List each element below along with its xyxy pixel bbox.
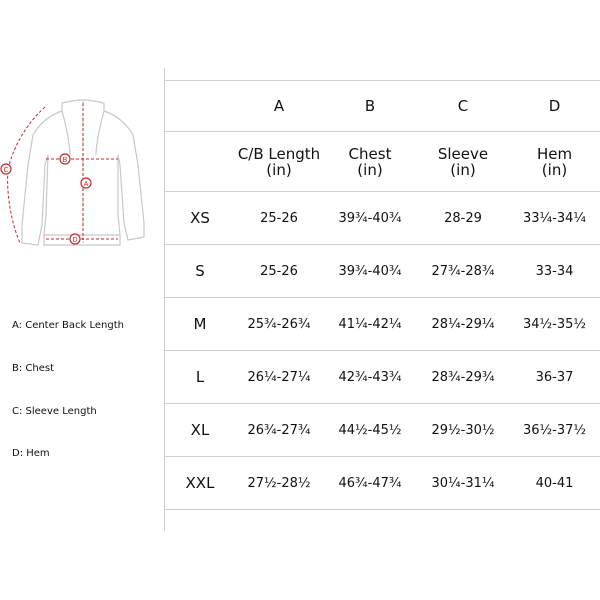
cell-cb-length: 25-26 — [235, 245, 323, 298]
size-chart-table — [165, 80, 600, 510]
header-letters-row — [165, 81, 600, 132]
marker-b-label: B — [62, 157, 68, 164]
size-label: M — [165, 298, 235, 351]
left-sleeve — [22, 111, 62, 245]
cell-sleeve: 27¾-28¾ — [417, 245, 509, 298]
hem-band — [44, 235, 120, 245]
size-label: L — [165, 351, 235, 404]
legend-item-d: D: Hem — [12, 448, 50, 459]
cell-cb-length: 26¼-27¼ — [235, 351, 323, 404]
marker-d-label: D — [72, 237, 78, 244]
line-c — [8, 107, 45, 243]
cell-chest: 42¾-43¾ — [323, 351, 417, 404]
marker-c-label: C — [3, 167, 9, 174]
table-row-xl — [165, 404, 600, 457]
header-hem-unit: (in) — [541, 160, 568, 179]
cell-hem: 36-37 — [509, 351, 600, 404]
cell-hem: 33¼-34¼ — [509, 192, 600, 245]
cell-sleeve: 28¼-29¼ — [417, 298, 509, 351]
cell-sleeve: 28¾-29¾ — [417, 351, 509, 404]
header-chest — [323, 132, 417, 192]
cell-hem: 40-41 — [509, 457, 600, 510]
left-panel — [0, 0, 165, 600]
cell-cb-length: 27½-28½ — [235, 457, 323, 510]
cell-hem: 34½-35½ — [509, 298, 600, 351]
cell-cb-length: 25¾-26¾ — [235, 298, 323, 351]
marker-c — [1, 164, 11, 174]
table-row-xs — [165, 192, 600, 245]
header-letter-c: C — [417, 81, 509, 132]
body — [44, 155, 120, 235]
cell-chest: 39¾-40¾ — [323, 192, 417, 245]
header-name-corner — [165, 132, 235, 192]
size-label: XS — [165, 192, 235, 245]
header-letter-d: D — [509, 81, 600, 132]
marker-a-label: A — [83, 181, 89, 188]
cell-hem: 36½-37½ — [509, 404, 600, 457]
cell-sleeve: 30¼-31¼ — [417, 457, 509, 510]
header-corner — [165, 81, 235, 132]
marker-a — [81, 178, 91, 188]
cell-hem: 33-34 — [509, 245, 600, 298]
header-hem — [509, 132, 600, 192]
jacket-outline-svg — [0, 95, 165, 255]
header-cb-length-name: C/B Length — [237, 144, 321, 163]
header-chest-name: Chest — [348, 144, 392, 163]
header-names-row — [165, 132, 600, 192]
header-chest-unit: (in) — [357, 160, 383, 179]
table-row-xxl — [165, 457, 600, 510]
size-label: S — [165, 245, 235, 298]
header-cb-length-unit: (in) — [266, 160, 292, 179]
legend-item-c: C: Sleeve Length — [12, 406, 97, 417]
cell-sleeve: 28-29 — [417, 192, 509, 245]
cell-sleeve: 29½-30½ — [417, 404, 509, 457]
marker-b — [60, 154, 70, 164]
header-sleeve-name: Sleeve — [437, 144, 489, 163]
measurement-lines — [8, 103, 118, 243]
header-cb-length — [235, 132, 323, 192]
jacket-measurement-diagram — [0, 95, 165, 255]
marker-d — [70, 234, 80, 244]
table-row-m — [165, 298, 600, 351]
right-sleeve — [104, 111, 144, 240]
header-sleeve — [417, 132, 509, 192]
cell-chest: 46¾-47¾ — [323, 457, 417, 510]
size-label: XXL — [165, 457, 235, 510]
table-row-l — [165, 351, 600, 404]
cell-cb-length: 26¾-27¾ — [235, 404, 323, 457]
cell-chest: 39¾-40¾ — [323, 245, 417, 298]
cell-chest: 44½-45½ — [323, 404, 417, 457]
header-sleeve-unit: (in) — [450, 160, 476, 179]
cell-cb-length: 25-26 — [235, 192, 323, 245]
cell-chest: 41¼-42¼ — [323, 298, 417, 351]
legend-item-b: B: Chest — [12, 363, 55, 374]
header-letter-a: A — [235, 81, 323, 132]
header-hem-name: Hem — [536, 144, 573, 163]
size-label: XL — [165, 404, 235, 457]
table-row-s — [165, 245, 600, 298]
legend-item-a: A: Center Back Length — [12, 320, 124, 331]
header-letter-b: B — [323, 81, 417, 132]
